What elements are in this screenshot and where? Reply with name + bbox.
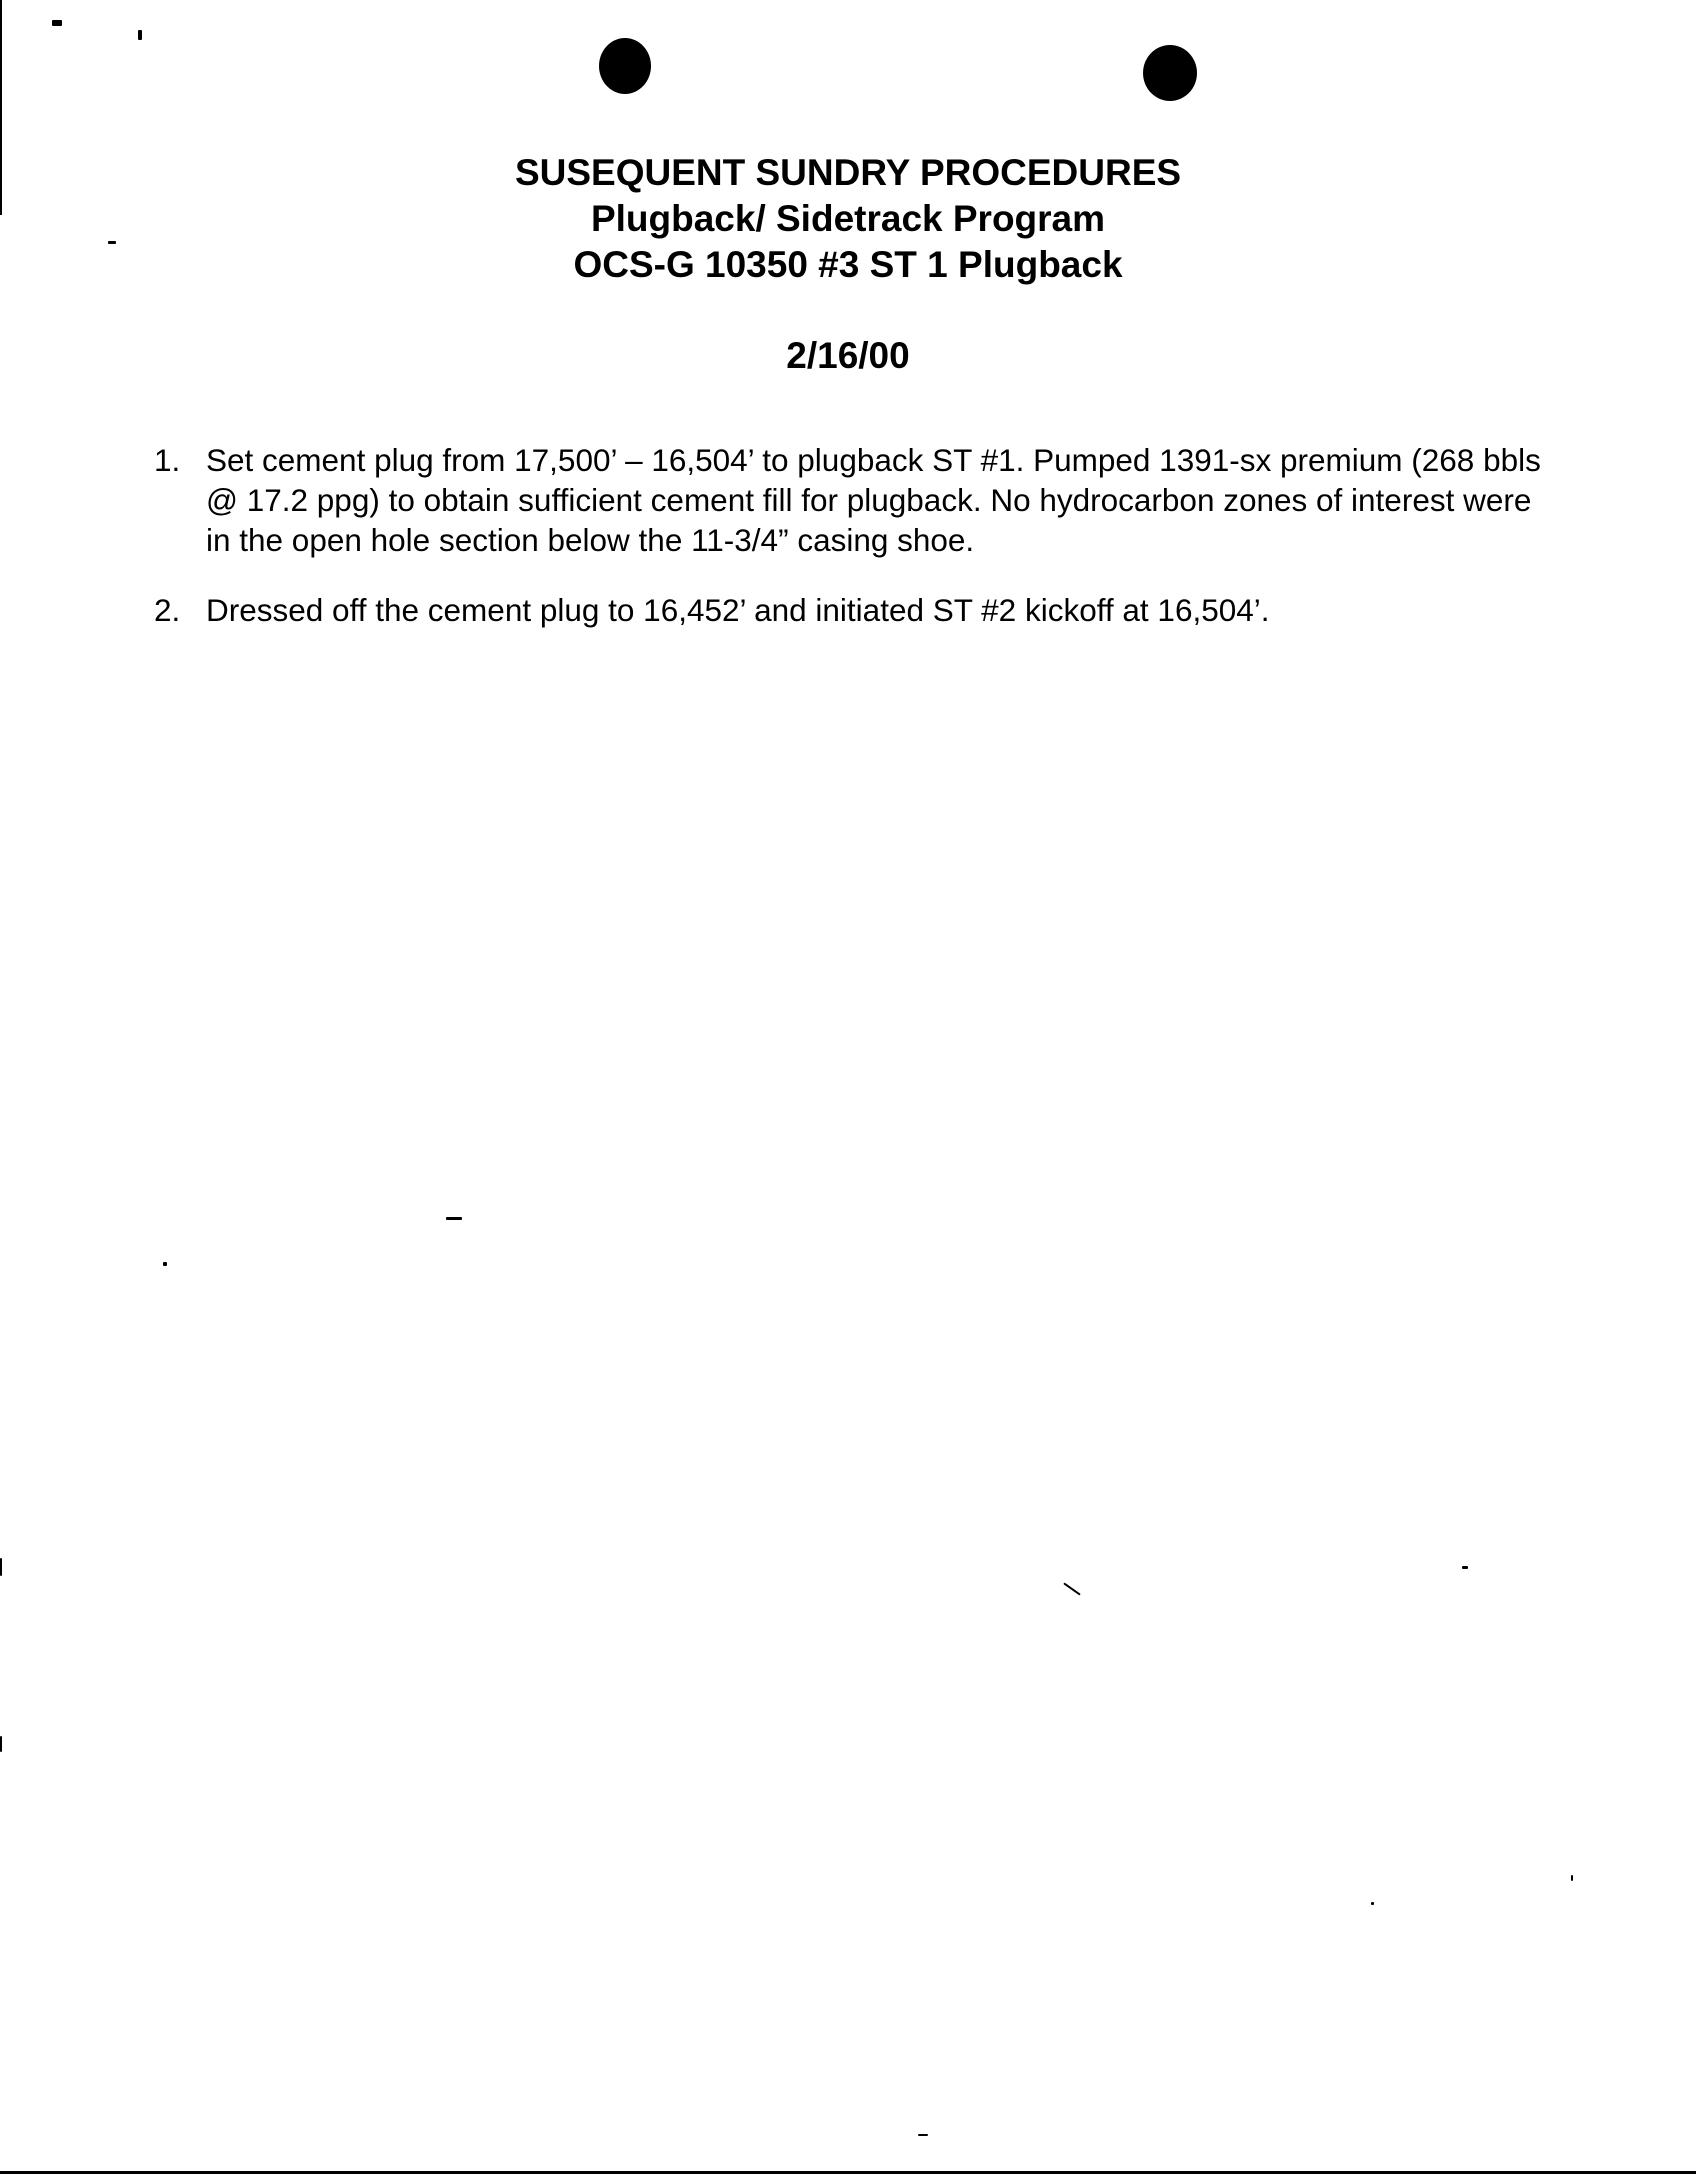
scan-speck [163,1262,167,1266]
item-text: Dressed off the cement plug to 16,452’ and initiated ST #2 kickoff at 16,504’. [206,592,1270,628]
document-date: 2/16/00 [786,335,910,376]
scan-speck [918,2134,928,2136]
punch-hole [599,38,651,94]
procedure-list [154,440,1554,660]
procedure-item [154,590,1554,630]
scan-speck [1571,1875,1573,1881]
document-subtitle: Plugback/ Sidetrack Program [590,198,1106,239]
scan-speck [1063,1582,1081,1595]
scan-speck [1371,1902,1374,1905]
scan-speck [0,1736,2,1752]
well-identifier: OCS-G 10350 #3 ST 1 Plugback [573,244,1123,285]
scan-bottom-line [0,2171,1696,2174]
scan-speck [138,30,142,40]
item-number: 1. [154,442,181,478]
scan-speck [52,20,62,26]
document-title: SUSEQUENT SUNDRY PROCEDURES [514,152,1182,193]
scan-speck [446,1217,462,1220]
item-text: Set cement plug from 17,500’ – 16,504’ to plugback ST #1. Pumped 1391-sx premium (268 bbls @ 17.2 ppg) to obtain sufficient cement fill for plugback. No hydrocarbon zones of interest were in the open hole section below the 11-3/4” casing shoe. [206,442,1541,558]
scan-speck [1462,1566,1468,1569]
scan-speck [0,1558,2,1576]
punch-hole [1143,45,1197,101]
procedure-item [154,440,1554,560]
item-number: 2. [154,592,181,628]
